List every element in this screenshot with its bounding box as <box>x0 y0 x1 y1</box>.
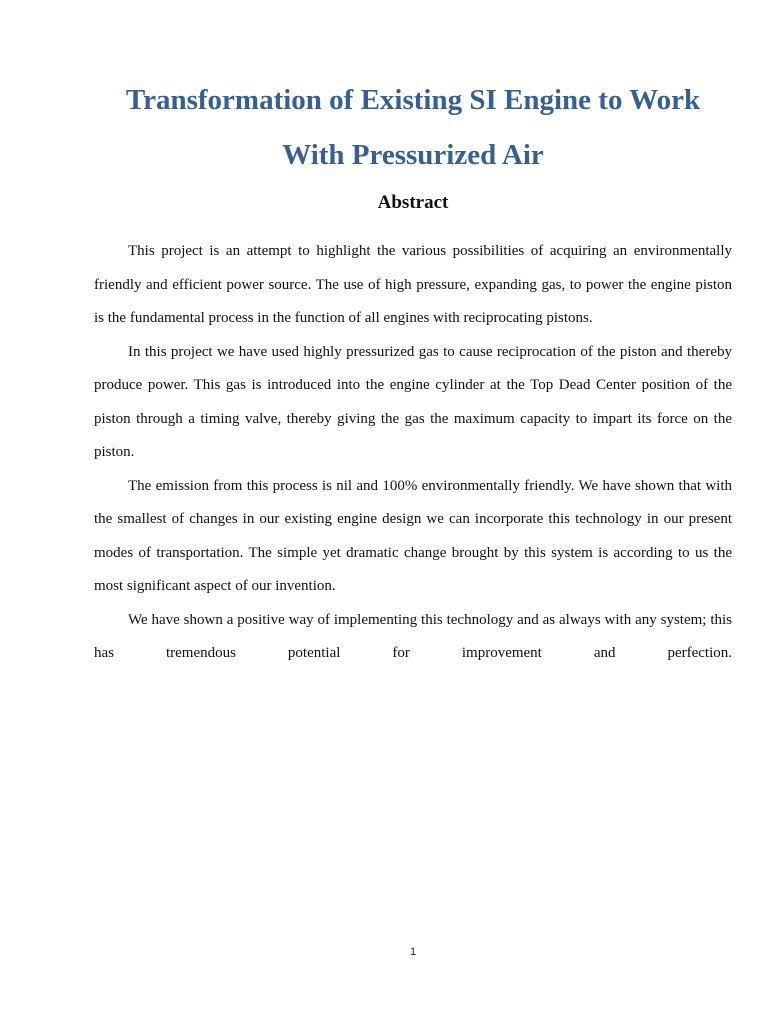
document-title-line-1: Transformation of Existing SI Engine to Work <box>125 84 701 116</box>
abstract-heading: Abstract <box>377 192 449 213</box>
abstract-paragraph-3: The emission from this process is nil and 100% environmentally friendly. We have shown that with the smallest of changes in our existing engine design we can incorporate this technology in our present modes of transportation. The simple yet dramatic change brought by this system is according to us the most significant aspect of our invention. <box>94 477 732 594</box>
abstract-paragraph-1: This project is an attempt to highlight the various possibilities of acquiring an environmentally friendly and efficient power source. The use of high pressure, expanding gas, to power the engine piston is the fundamental process in the function of all engines with reciprocating pistons. <box>94 243 732 326</box>
abstract-body <box>94 235 732 671</box>
document-title-line-2: With Pressurized Air <box>282 139 544 171</box>
abstract-paragraph-2: In this project we have used highly pressurized gas to cause reciprocation of the piston and thereby produce power. This gas is introduced into the engine cylinder at the Top Dead Center position of the piston through a timing valve, thereby giving the gas the maximum capacity to impart its force on the piston. <box>94 343 732 460</box>
abstract-paragraph-4: We have shown a positive way of implementing this technology and as always with any system; this has tremendous potential for improvement and perfection. <box>94 611 732 661</box>
page-number: 1 <box>409 946 417 958</box>
